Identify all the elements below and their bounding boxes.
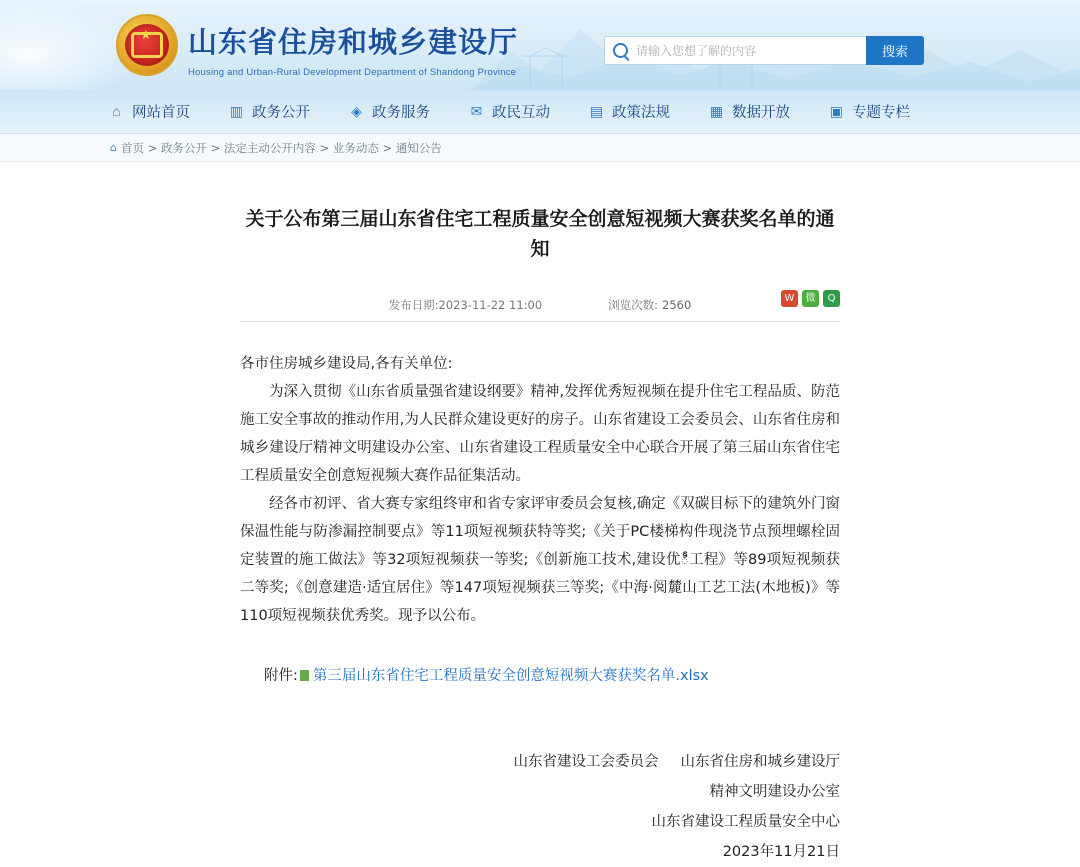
share-buttons[interactable] [781,290,840,307]
breadcrumb[interactable] [0,134,1080,162]
weibo-share-icon[interactable]: W [781,290,798,307]
site-search[interactable] [604,36,924,65]
signature-date: 2023年11月21日 [722,844,840,860]
signature-block [240,747,840,867]
view-count-label: 浏览次数: [608,297,659,312]
search-input[interactable] [634,43,858,59]
site-title-cn: 山东省住房和城乡建设厅 [188,25,519,59]
bank-icon: ▥ [229,103,244,119]
search-box[interactable] [604,36,866,65]
nav-label: 政务服务 [372,105,430,121]
nav-item-open-data[interactable] [708,101,790,122]
article-paragraph: 各市住房城乡建设局,各有关单位: [240,356,453,372]
signature-line-3: 山东省建设工程质量安全中心 [651,814,840,830]
xls-file-icon [300,670,309,681]
nav-item-home[interactable] [108,101,190,122]
page-title: 关于公布第三届山东省住宅工程质量安全创意短视频大赛获奖名单的通知 [245,208,835,260]
view-count [608,297,691,313]
chat-icon: ✉ [470,103,483,119]
document-icon: ▤ [589,103,604,119]
nav-item-government-service[interactable] [348,101,430,122]
book-icon: ▣ [829,103,844,119]
search-icon [613,43,628,58]
signature-org-department: 山东省住房和城乡建设厅 [680,754,840,770]
attachment-row [240,664,840,685]
home-icon: ⌂ [110,141,117,154]
article [240,204,840,867]
national-emblem-icon: ★ [116,14,178,76]
chart-icon: ▦ [709,103,724,119]
nav-item-government-disclosure[interactable] [228,101,310,122]
nav-item-public-interaction[interactable] [468,101,550,122]
nav-label: 政策法规 [612,105,670,121]
search-button[interactable]: 搜索 [866,36,924,65]
page-body [0,162,1080,867]
nav-label: 网站首页 [132,105,190,121]
signature-line-2: 精神文明建设办公室 [709,784,840,800]
article-paragraph: 经各市初评、省大赛专家组终审和省专家评审委员会复核,确定《双碳目标下的建筑外门窗保温性能与防渗漏控制要点》等11项短视频获特等奖;《关于PC楼梯构件现浇节点预埋螺栓固定装置的施工做法》等32项短视频获一等奖;《创新施工技术,建设优ీ工程》等89项短视频获二等奖;《创意建造·适宜居住》等147项短视频获三等奖;《中海·阅麓山工艺工法(木地板)》等110项短视频获优秀奖。现予以公布。 [240,496,840,624]
attachment-label: 附件: [264,668,298,684]
wechat-share-icon[interactable]: 微 [802,290,819,307]
service-icon: ◈ [351,103,362,119]
main-nav [0,90,1080,134]
home-icon: ⌂ [112,103,121,119]
signature-line-1 [240,747,840,777]
site-title [188,20,518,78]
view-count-value: 2560 [662,297,692,312]
signature-org-union: 山东省建设工会委员会 [513,754,659,770]
nav-label: 政民互动 [492,105,550,121]
nav-item-policies[interactable] [588,101,670,122]
attachment-link[interactable]: 第三届山东省住宅工程质量安全创意短视频大赛获奖名单.xlsx [312,668,709,684]
qq-share-icon[interactable]: Q [823,290,840,307]
publish-date: 发布日期:2023-11-22 11:00 [388,297,543,312]
nav-label: 数据开放 [732,105,790,121]
nav-label: 政务公开 [252,105,310,121]
article-meta [240,288,840,322]
nav-item-special-columns[interactable] [828,101,910,122]
site-header [0,0,1080,90]
article-paragraph: 为深入贯彻《山东省质量强省建设纲要》精神,发挥优秀短视频在提升住宅工程品质、防范施工安全事故的推动作用,为人民群众建设更好的房子。山东省建设工会委员会、山东省住房和城乡建设厅精神文明建设办公室、山东省建设工程质量安全中心联合开展了第三届山东省住宅工程质量安全创意短视频大赛作品征集活动。 [240,384,840,484]
site-title-en: Housing and Urban-Rural Development Department of Shandong Province [188,67,517,78]
article-content [240,350,840,630]
breadcrumb-path[interactable]: 首页 > 政务公开 > 法定主动公开内容 > 业务动态 > 通知公告 [120,140,442,155]
nav-label: 专题专栏 [852,105,910,121]
